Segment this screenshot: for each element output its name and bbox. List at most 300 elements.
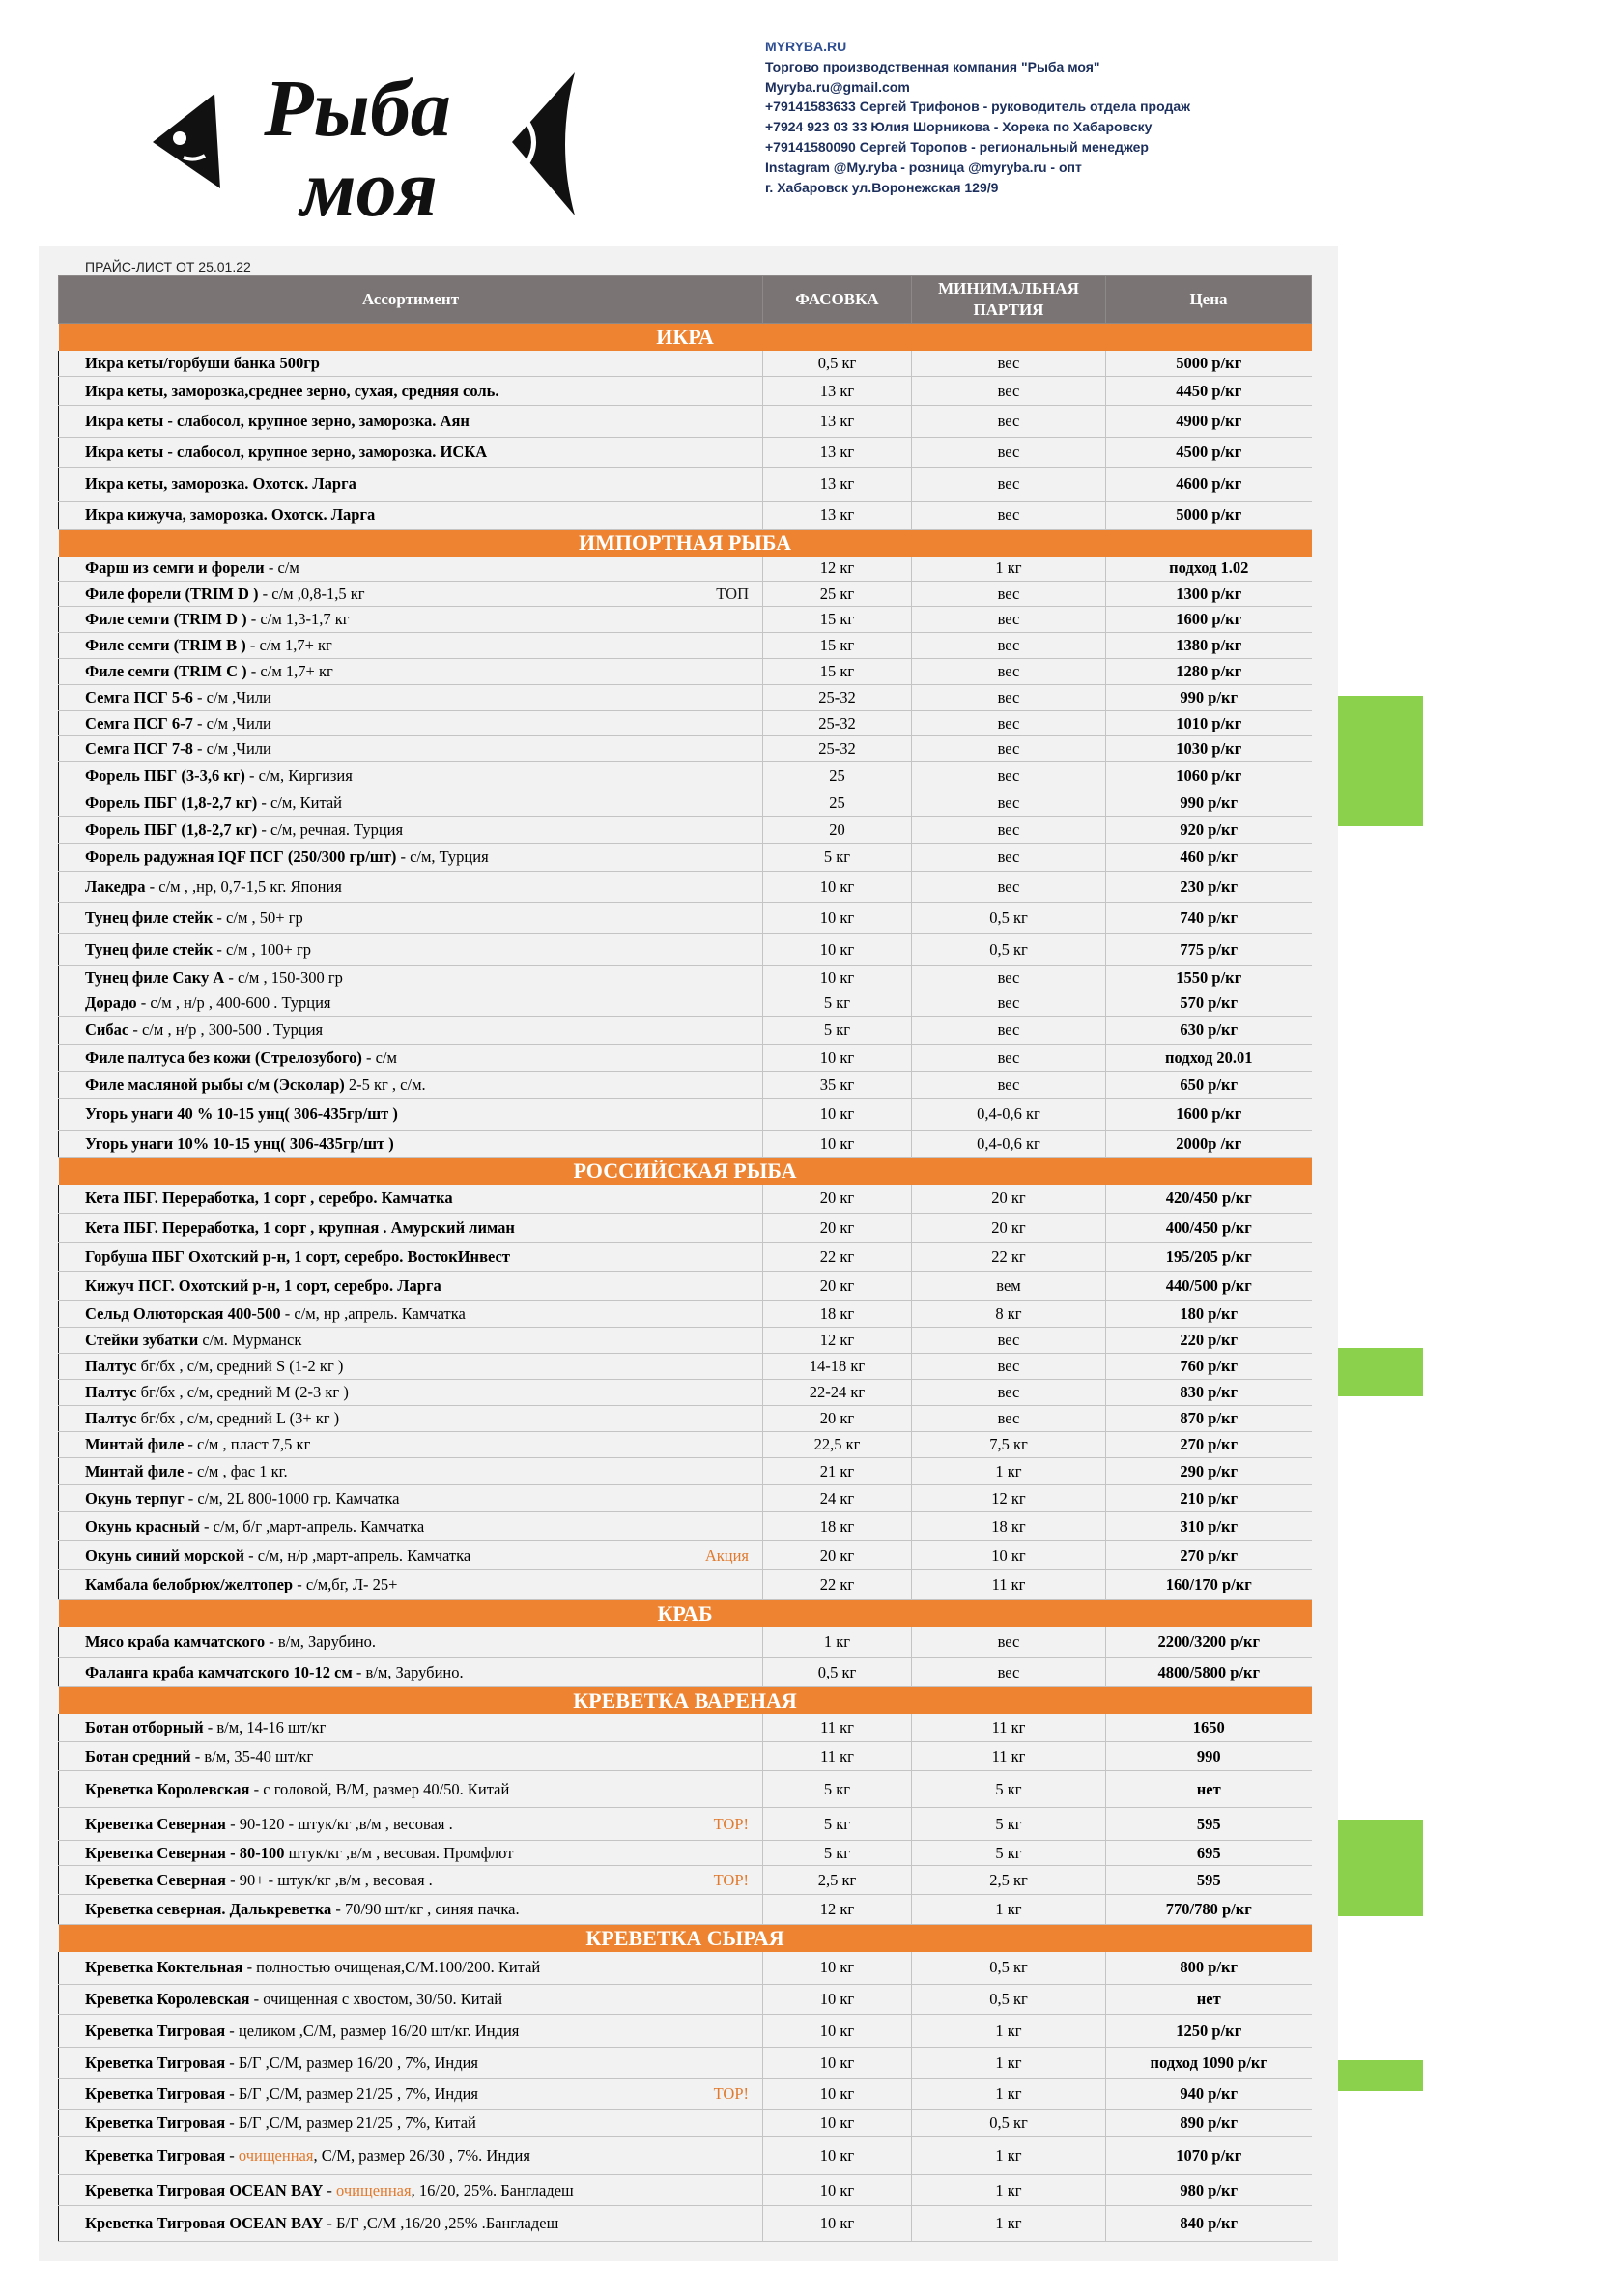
price-cell: 5000 р/кг [1106,351,1312,377]
min-lot-cell: вес [912,789,1106,817]
product-name: Филе форели (TRIM D ) [85,584,259,603]
price-cell: подход 1090 р/кг [1106,2048,1312,2079]
table-row [59,377,1312,406]
product-name: Окунь синий морской [85,1545,245,1564]
min-lot-cell: вес [912,633,1106,659]
pack-cell: 10 кг [763,2015,912,2048]
price-cell: 160/170 р/кг [1106,1570,1312,1600]
product-name-cell [59,1841,763,1866]
product-details: - с/м, б/г ,март-апрель. Камчатка [199,1516,425,1535]
section-header-row [59,1925,1312,1952]
pack-cell: 21 кг [763,1458,912,1485]
min-lot-cell: вес [912,1658,1106,1687]
product-name-cell [59,1771,763,1808]
product-name-cell [59,1045,763,1072]
min-lot-cell: 20 кг [912,1185,1106,1214]
price-cell: нет [1106,1985,1312,2015]
product-details: - целиком ,С/М, размер 16/20 шт/кг. Индия [225,2021,520,2040]
product-details: - с/м 1,7+ кг [246,662,333,680]
min-lot-cell: вес [912,438,1106,468]
product-name-cell [59,817,763,844]
product-details: - с/м ,0,8-1,5 кг [258,584,365,603]
min-lot-cell: вес [912,844,1106,872]
product-details: - с/м , фас 1 кг. [184,1461,288,1480]
pack-cell: 22 кг [763,1243,912,1272]
product-details: - с/м [361,1048,397,1067]
min-lot-cell: вес [912,1406,1106,1432]
section-header-row [59,324,1312,351]
product-name-cell [59,736,763,762]
table-row [59,2137,1312,2175]
product-details: - с/м, Китай [257,792,343,812]
table-row [59,582,1312,607]
pack-cell: 22,5 кг [763,1432,912,1458]
pack-cell: 10 кг [763,903,912,934]
min-lot-cell: 10 кг [912,1541,1106,1570]
product-details: - с/м , н/р , 300-500 . Турция [128,1020,324,1039]
product-name-cell [59,1301,763,1328]
product-name: Креветка Тигровая OCEAN BAY [85,2180,324,2199]
product-name: Икра кеты, заморозка,среднее зерно, сухая, средняя соль. [85,381,499,400]
pack-cell: 5 кг [763,990,912,1017]
price-cell: 440/500 р/кг [1106,1272,1312,1301]
min-lot-cell: вес [912,468,1106,502]
price-cell: 980 р/кг [1106,2175,1312,2206]
price-cell: 775 р/кг [1106,934,1312,966]
product-name: Форель ПБГ (3-3,6 кг) [85,765,245,785]
product-name: Креветка Тигровая [85,2084,226,2103]
price-cell: 990 [1106,1742,1312,1771]
price-cell: 940 р/кг [1106,2079,1312,2110]
table-row [59,762,1312,789]
table-row [59,1808,1312,1841]
table-row [59,406,1312,438]
product-name-cell [59,1185,763,1214]
price-cell: 990 р/кг [1106,685,1312,711]
min-lot-cell: вес [912,990,1106,1017]
product-name-cell [59,1406,763,1432]
price-cell: подход 1.02 [1106,557,1312,582]
pack-cell: 10 кг [763,1131,912,1158]
min-lot-cell: вес [912,1017,1106,1045]
min-lot-cell: вес [912,1380,1106,1406]
min-lot-cell: вес [912,607,1106,633]
product-details: бг/бх , с/м, средний L (3+ кг ) [136,1409,340,1427]
green-marker [1338,2060,1423,2091]
product-name: Палтус [85,1357,137,1375]
price-cell: 210 р/кг [1106,1485,1312,1512]
min-lot-cell: вес [912,1328,1106,1354]
price-cell: 4800/5800 р/кг [1106,1658,1312,1687]
min-lot-cell: 0,5 кг [912,1952,1106,1985]
product-name: Креветка Тигровая [85,2052,226,2072]
product-name: Семга ПСГ 6-7 [85,713,193,732]
product-name-cell [59,903,763,934]
product-details: - с/м , 100+ гр [213,940,311,959]
min-lot-cell: вес [912,1354,1106,1380]
product-name: Семга ПСГ 7-8 [85,739,193,758]
price-cell: 2200/3200 р/кг [1106,1627,1312,1658]
min-lot-cell: 18 кг [912,1512,1106,1541]
min-lot-cell: 20 кг [912,1214,1106,1243]
price-cell: 1600 р/кг [1106,607,1312,633]
price-list-date: ПРАЙС-ЛИСТ ОТ 25.01.22 [85,259,251,274]
pack-cell: 0,5 кг [763,1658,912,1687]
product-name-cell [59,1272,763,1301]
product-name: Палтус [85,1383,137,1401]
product-details: - с/м 1,3-1,7 кг [246,610,350,628]
min-lot-cell: 8 кг [912,1301,1106,1328]
price-cell: 400/450 р/кг [1106,1214,1312,1243]
section-header-row [59,1600,1312,1627]
price-cell: 740 р/кг [1106,903,1312,934]
section-title: ИМПОРТНАЯ РЫБА [59,530,1312,557]
price-cell: 290 р/кг [1106,1458,1312,1485]
product-details: штук/кг ,в/м , весовая. Промфлот [284,1843,514,1862]
product-name: Форель ПБГ (1,8-2,7 кг) [85,792,258,812]
product-details: - с/м , ,нр, 0,7-1,5 кг. Япония [145,876,342,896]
section-title: ИКРА [59,324,1312,351]
contact-phone-regional: +79141580090 Сергей Торопов - региональный менеджер [765,138,1149,155]
min-lot-cell: 1 кг [912,2015,1106,2048]
min-lot-cell: 1 кг [912,1895,1106,1925]
min-lot-cell: 0,5 кг [912,934,1106,966]
min-lot-cell: вес [912,659,1106,685]
product-name-cell [59,659,763,685]
contact-site[interactable]: MYRYBA.RU [765,39,847,54]
min-lot-cell: вес [912,872,1106,903]
product-name-cell [59,1952,763,1985]
product-name-cell [59,2110,763,2137]
product-name-cell [59,582,763,607]
product-name: Креветка Коктельная [85,1958,243,1977]
section-header-row [59,1687,1312,1714]
product-name-cell [59,1658,763,1687]
pack-cell: 10 кг [763,2079,912,2110]
pack-cell: 10 кг [763,1099,912,1131]
column-header-assortment: Ассортимент [59,276,763,324]
product-name-cell [59,1243,763,1272]
product-details: - [225,2145,239,2165]
table-row [59,736,1312,762]
pack-cell: 10 кг [763,1045,912,1072]
pack-cell: 5 кг [763,1808,912,1841]
pack-cell: 10 кг [763,1952,912,1985]
product-name-cell [59,762,763,789]
min-lot-cell: 1 кг [912,2206,1106,2242]
pack-cell: 10 кг [763,934,912,966]
product-details: - с/м , пласт 7,5 кг [184,1435,311,1453]
table-row [59,685,1312,711]
product-name: Сельд Олюторская 400-500 [85,1304,281,1323]
product-details: - с/м,бг, Л- 25+ [293,1575,398,1593]
product-name-cell [59,468,763,502]
product-name-cell [59,607,763,633]
price-cell: 5000 р/кг [1106,502,1312,530]
table-row [59,1512,1312,1541]
price-cell: 2000р /кг [1106,1131,1312,1158]
min-lot-cell: 11 кг [912,1714,1106,1742]
pack-cell: 18 кг [763,1301,912,1328]
section-header-row [59,530,1312,557]
product-details: - в/м, 14-16 шт/кг [203,1717,327,1736]
contact-email[interactable]: Myryba.ru@gmail.com [765,78,910,95]
product-name: Тунец филе стейк [85,940,214,959]
product-name-cell [59,502,763,530]
pack-cell: 5 кг [763,1841,912,1866]
contact-company: Торгово производственная компания "Рыба моя" [765,58,1100,74]
product-highlight: очищенная [336,2180,412,2199]
contact-address: г. Хабаровск ул.Воронежская 129/9 [765,179,999,195]
table-row [59,1328,1312,1354]
min-lot-cell: 5 кг [912,1808,1106,1841]
product-name-cell [59,1328,763,1354]
product-name: Фарш из семги и форели [85,559,265,578]
table-header-row [59,276,1312,324]
product-details: - с/м , 50+ гр [213,908,303,927]
table-row [59,990,1312,1017]
column-header-pack: ФАСОВКА [763,276,912,324]
price-cell: 770/780 р/кг [1106,1895,1312,1925]
pack-cell: 25-32 [763,711,912,736]
table-row [59,2175,1312,2206]
product-name-cell [59,1866,763,1895]
table-row [59,1714,1312,1742]
pack-cell: 10 кг [763,2048,912,2079]
product-name: Креветка Тигровая [85,2145,226,2165]
price-cell: 1600 р/кг [1106,1099,1312,1131]
pack-cell: 13 кг [763,377,912,406]
table-row [59,1099,1312,1131]
product-details: - 90-120 - штук/кг ,в/м , весовая . [225,1814,453,1833]
table-row [59,934,1312,966]
table-row [59,966,1312,990]
product-name-cell [59,844,763,872]
column-header-min-lot: МИНИМАЛЬНАЯ ПАРТИЯ [912,276,1106,324]
price-cell: 1070 р/кг [1106,2137,1312,2175]
min-lot-cell: вес [912,351,1106,377]
product-details: бг/бх , с/м, средний S (1-2 кг ) [136,1357,344,1375]
product-details: 2-5 кг , с/м. [344,1075,426,1094]
product-name-cell [59,1072,763,1099]
product-name-cell [59,1485,763,1512]
table-row [59,903,1312,934]
pack-cell: 2,5 кг [763,1866,912,1895]
table-row [59,468,1312,502]
price-table-body [59,324,1312,2242]
table-row [59,844,1312,872]
price-cell: 890 р/кг [1106,2110,1312,2137]
product-name: Икра кеты - слабосол, крупное зерно, заморозка. Аян [85,412,470,430]
product-name-cell [59,2048,763,2079]
pack-cell: 13 кг [763,438,912,468]
pack-cell: 20 кг [763,1185,912,1214]
min-lot-cell: 1 кг [912,1458,1106,1485]
min-lot-cell: 1 кг [912,2079,1106,2110]
price-cell: 230 р/кг [1106,872,1312,903]
product-name: Креветка Королевская [85,1779,250,1798]
table-row [59,1866,1312,1895]
product-name-cell [59,1714,763,1742]
table-row [59,1895,1312,1925]
table-row [59,1985,1312,2015]
min-lot-cell: вес [912,762,1106,789]
price-cell: 1650 [1106,1714,1312,1742]
table-row [59,1570,1312,1600]
product-details: - с/м, н/р ,март-апрель. Камчатка [244,1545,471,1564]
price-cell: 595 [1106,1866,1312,1895]
product-details: - Б/Г ,С/М, размер 21/25 , 7%, Китай [225,2113,476,2132]
pack-cell: 20 [763,817,912,844]
min-lot-cell: 0,4-0,6 кг [912,1099,1106,1131]
product-name-cell [59,438,763,468]
product-name-cell [59,1895,763,1925]
pack-cell: 12 кг [763,557,912,582]
price-cell: 1250 р/кг [1106,2015,1312,2048]
price-cell: 1060 р/кг [1106,762,1312,789]
min-lot-cell: вес [912,711,1106,736]
table-row [59,2079,1312,2110]
product-name-cell [59,1458,763,1485]
price-table [58,275,1312,2242]
price-cell: 1380 р/кг [1106,633,1312,659]
pack-cell: 18 кг [763,1512,912,1541]
product-name: Филе семги (TRIM D ) [85,610,247,628]
table-row [59,2048,1312,2079]
min-lot-cell: вес [912,377,1106,406]
price-cell: 220 р/кг [1106,1328,1312,1354]
table-row [59,2015,1312,2048]
logo-word-2: моя [300,144,438,232]
product-name-cell [59,1131,763,1158]
min-lot-cell: 0,4-0,6 кг [912,1131,1106,1158]
pack-cell: 24 кг [763,1485,912,1512]
min-lot-cell: 0,5 кг [912,2110,1106,2137]
pack-cell: 10 кг [763,2110,912,2137]
pack-cell: 20 кг [763,1541,912,1570]
product-name: Кижуч ПСГ. Охотский р-н, 1 сорт, серебро. Ларга [85,1276,441,1295]
pack-cell: 13 кг [763,502,912,530]
price-cell: 830 р/кг [1106,1380,1312,1406]
product-name: Ботан отборный [85,1717,204,1736]
price-cell: 270 р/кг [1106,1541,1312,1570]
price-cell: 920 р/кг [1106,817,1312,844]
pack-cell: 5 кг [763,1017,912,1045]
product-details: - с/м , 150-300 гр [224,968,343,987]
product-name: Креветка северная. Далькреветка [85,1900,332,1918]
product-name-cell [59,934,763,966]
product-name: Креветка Северная - 80-100 [85,1843,285,1862]
product-name: Креветка Тигровая [85,2021,226,2040]
product-name: Минтай филе [85,1461,185,1480]
table-row [59,438,1312,468]
product-name: Сибас [85,1020,129,1039]
table-row [59,2206,1312,2242]
promo-tag: Акция [704,1545,749,1564]
price-cell: 1010 р/кг [1106,711,1312,736]
product-name: Креветка Королевская [85,1990,250,2008]
pack-cell: 1 кг [763,1627,912,1658]
min-lot-cell: 2,5 кг [912,1866,1106,1895]
min-lot-cell: 12 кг [912,1485,1106,1512]
product-name-cell [59,406,763,438]
pack-cell: 11 кг [763,1742,912,1771]
product-name: Тунец филе Саку А [85,968,225,987]
product-details: - в/м, 35-40 шт/кг [190,1746,314,1765]
min-lot-cell: вес [912,1072,1106,1099]
min-lot-cell: вес [912,966,1106,990]
product-name: Креветка Северная [85,1870,226,1889]
pack-cell: 5 кг [763,844,912,872]
product-details-2: , С/М, размер 26/30 , 7%. Индия [313,2145,530,2165]
min-lot-cell: вес [912,1045,1106,1072]
table-row [59,1742,1312,1771]
product-details: - Б/Г ,С/М, размер 21/25 , 7%, Индия [225,2084,479,2103]
green-marker [1338,696,1423,826]
min-lot-cell: 5 кг [912,1841,1106,1866]
price-cell: 650 р/кг [1106,1072,1312,1099]
min-lot-cell: вем [912,1272,1106,1301]
table-row [59,1952,1312,1985]
table-row [59,1131,1312,1158]
column-header-price: Цена [1106,276,1312,324]
pack-cell: 25 [763,762,912,789]
pack-cell: 22-24 кг [763,1380,912,1406]
min-lot-cell: 7,5 кг [912,1432,1106,1458]
pack-cell: 35 кг [763,1072,912,1099]
table-row [59,1354,1312,1380]
min-lot-cell: 1 кг [912,2137,1106,2175]
min-lot-cell: 22 кг [912,1243,1106,1272]
pack-cell: 10 кг [763,2206,912,2242]
price-cell: 4450 р/кг [1106,377,1312,406]
product-name-cell [59,789,763,817]
table-row [59,1214,1312,1243]
product-name: Семга ПСГ 5-6 [85,688,193,706]
price-cell: 570 р/кг [1106,990,1312,1017]
pack-cell: 5 кг [763,1771,912,1808]
table-row [59,1541,1312,1570]
product-name-cell [59,557,763,582]
pack-cell: 15 кг [763,633,912,659]
table-row [59,1627,1312,1658]
min-lot-cell: вес [912,1627,1106,1658]
promo-tag: TOP! [713,2084,749,2103]
table-row [59,1841,1312,1866]
min-lot-cell: вес [912,817,1106,844]
product-details: - с/м, Киргизия [244,765,353,785]
section-title: КРЕВЕТКА СЫРАЯ [59,1925,1312,1952]
table-row [59,1185,1312,1214]
product-details: - в/м, Зарубино. [352,1662,464,1681]
product-name: Икра кеты, заморозка. Охотск. Ларга [85,474,356,493]
pack-cell: 13 кг [763,468,912,502]
table-row [59,1658,1312,1687]
table-row [59,1272,1312,1301]
product-details: - Б/Г ,С/М ,16/20 ,25% .Бангладеш [323,2214,559,2232]
pack-cell: 10 кг [763,966,912,990]
price-cell: 595 [1106,1808,1312,1841]
price-cell: подход 20.01 [1106,1045,1312,1072]
min-lot-cell: 11 кг [912,1570,1106,1600]
table-row [59,502,1312,530]
table-row [59,633,1312,659]
product-name-cell [59,2015,763,2048]
price-cell: 990 р/кг [1106,789,1312,817]
min-lot-cell: 1 кг [912,557,1106,582]
product-details: - с/м , н/р , 400-600 . Турция [136,993,331,1012]
promo-tag: ТОП [716,584,749,603]
